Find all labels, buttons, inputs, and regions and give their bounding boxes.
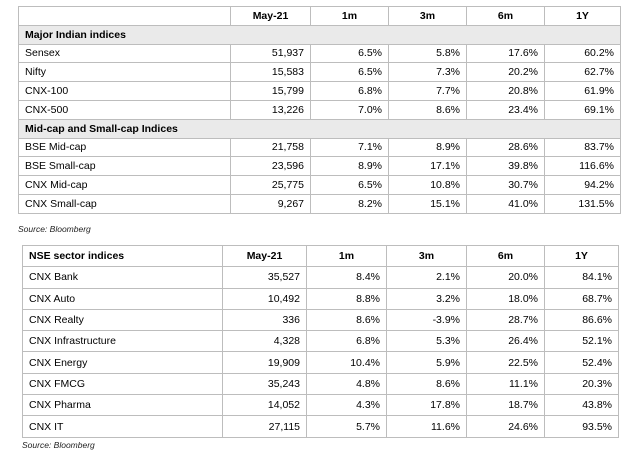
- value-cell: -3.9%: [387, 309, 467, 330]
- index-name-cell: CNX Mid-cap: [19, 176, 231, 195]
- value-cell: 4.3%: [307, 395, 387, 416]
- index-name-cell: BSE Mid-cap: [19, 138, 231, 157]
- header-cell: 1m: [311, 7, 389, 26]
- table-row: [23, 267, 619, 288]
- value-cell: 41.0%: [467, 194, 545, 213]
- value-cell: 9,267: [231, 194, 311, 213]
- value-cell: 20.2%: [467, 63, 545, 82]
- value-cell: 86.6%: [545, 309, 619, 330]
- index-name-cell: BSE Small-cap: [19, 157, 231, 176]
- sector-indices-table: [22, 245, 619, 438]
- table-row: [23, 331, 619, 352]
- value-cell: 68.7%: [545, 288, 619, 309]
- index-name-cell: CNX Infrastructure: [23, 331, 223, 352]
- value-cell: 2.1%: [387, 267, 467, 288]
- value-cell: 22.5%: [467, 352, 545, 373]
- index-name-cell: CNX Realty: [23, 309, 223, 330]
- header-cell: 1m: [307, 246, 387, 267]
- value-cell: 18.7%: [467, 395, 545, 416]
- value-cell: 35,243: [223, 373, 307, 394]
- index-name-cell: CNX Auto: [23, 288, 223, 309]
- value-cell: 8.8%: [307, 288, 387, 309]
- table-row: [19, 176, 621, 195]
- value-cell: 84.1%: [545, 267, 619, 288]
- value-cell: 20.0%: [467, 267, 545, 288]
- value-cell: 17.1%: [389, 157, 467, 176]
- value-cell: 4,328: [223, 331, 307, 352]
- value-cell: 60.2%: [545, 44, 621, 63]
- table-row: [19, 100, 621, 119]
- header-cell: May-21: [231, 7, 311, 26]
- value-cell: 23.4%: [467, 100, 545, 119]
- value-cell: 6.5%: [311, 63, 389, 82]
- value-cell: 5.7%: [307, 416, 387, 437]
- table-row: [19, 157, 621, 176]
- value-cell: 17.8%: [387, 395, 467, 416]
- header-cell: 3m: [387, 246, 467, 267]
- value-cell: 15,799: [231, 82, 311, 101]
- value-cell: 5.8%: [389, 44, 467, 63]
- table-header-row: [19, 7, 621, 26]
- value-cell: 8.6%: [389, 100, 467, 119]
- major-indices-table: [18, 6, 621, 214]
- header-cell: 1Y: [545, 7, 621, 26]
- table-body: [19, 25, 621, 213]
- value-cell: 5.3%: [387, 331, 467, 352]
- value-cell: 5.9%: [387, 352, 467, 373]
- value-cell: 8.6%: [307, 309, 387, 330]
- value-cell: 8.4%: [307, 267, 387, 288]
- section-row: [19, 25, 621, 44]
- value-cell: 10.8%: [389, 176, 467, 195]
- value-cell: 14,052: [223, 395, 307, 416]
- section-title: Mid-cap and Small-cap Indices: [19, 119, 621, 138]
- value-cell: 15,583: [231, 63, 311, 82]
- value-cell: 28.7%: [467, 309, 545, 330]
- value-cell: 7.0%: [311, 100, 389, 119]
- source-note: Source: Bloomberg: [18, 224, 91, 234]
- value-cell: 20.3%: [545, 373, 619, 394]
- value-cell: 17.6%: [467, 44, 545, 63]
- index-name-cell: Sensex: [19, 44, 231, 63]
- value-cell: 20.8%: [467, 82, 545, 101]
- value-cell: 8.6%: [387, 373, 467, 394]
- value-cell: 25,775: [231, 176, 311, 195]
- value-cell: 131.5%: [545, 194, 621, 213]
- header-cell: 6m: [467, 246, 545, 267]
- index-name-cell: CNX Small-cap: [19, 194, 231, 213]
- value-cell: 6.8%: [311, 82, 389, 101]
- table-row: [19, 63, 621, 82]
- index-name-cell: CNX Pharma: [23, 395, 223, 416]
- value-cell: 52.1%: [545, 331, 619, 352]
- value-cell: 62.7%: [545, 63, 621, 82]
- value-cell: 23,596: [231, 157, 311, 176]
- value-cell: 30.7%: [467, 176, 545, 195]
- table-row: [23, 309, 619, 330]
- value-cell: 69.1%: [545, 100, 621, 119]
- header-cell: [19, 7, 231, 26]
- table-row: [23, 416, 619, 437]
- index-name-cell: CNX IT: [23, 416, 223, 437]
- section-row: [19, 119, 621, 138]
- value-cell: 8.9%: [389, 138, 467, 157]
- index-name-cell: CNX Energy: [23, 352, 223, 373]
- value-cell: 43.8%: [545, 395, 619, 416]
- value-cell: 61.9%: [545, 82, 621, 101]
- table-row: [23, 352, 619, 373]
- value-cell: 8.2%: [311, 194, 389, 213]
- value-cell: 39.8%: [467, 157, 545, 176]
- value-cell: 21,758: [231, 138, 311, 157]
- value-cell: 35,527: [223, 267, 307, 288]
- value-cell: 11.6%: [387, 416, 467, 437]
- source-note: Source: Bloomberg: [22, 440, 95, 450]
- value-cell: 83.7%: [545, 138, 621, 157]
- table-row: [23, 288, 619, 309]
- index-name-cell: CNX FMCG: [23, 373, 223, 394]
- value-cell: 26.4%: [467, 331, 545, 352]
- table-row: [19, 82, 621, 101]
- value-cell: 51,937: [231, 44, 311, 63]
- value-cell: 6.8%: [307, 331, 387, 352]
- value-cell: 27,115: [223, 416, 307, 437]
- table-row: [19, 44, 621, 63]
- value-cell: 6.5%: [311, 44, 389, 63]
- header-cell: NSE sector indices: [23, 246, 223, 267]
- value-cell: 93.5%: [545, 416, 619, 437]
- value-cell: 10,492: [223, 288, 307, 309]
- value-cell: 3.2%: [387, 288, 467, 309]
- value-cell: 19,909: [223, 352, 307, 373]
- table-body: [23, 267, 619, 437]
- table-row: [23, 373, 619, 394]
- index-name-cell: Nifty: [19, 63, 231, 82]
- value-cell: 7.1%: [311, 138, 389, 157]
- value-cell: 6.5%: [311, 176, 389, 195]
- index-name-cell: CNX-500: [19, 100, 231, 119]
- header-cell: 6m: [467, 7, 545, 26]
- value-cell: 24.6%: [467, 416, 545, 437]
- table-row: [19, 194, 621, 213]
- header-cell: May-21: [223, 246, 307, 267]
- header-cell: 1Y: [545, 246, 619, 267]
- table-row: [19, 138, 621, 157]
- value-cell: 336: [223, 309, 307, 330]
- value-cell: 13,226: [231, 100, 311, 119]
- index-name-cell: CNX-100: [19, 82, 231, 101]
- value-cell: 15.1%: [389, 194, 467, 213]
- value-cell: 8.9%: [311, 157, 389, 176]
- value-cell: 116.6%: [545, 157, 621, 176]
- value-cell: 28.6%: [467, 138, 545, 157]
- value-cell: 18.0%: [467, 288, 545, 309]
- header-cell: 3m: [389, 7, 467, 26]
- value-cell: 7.3%: [389, 63, 467, 82]
- section-title: Major Indian indices: [19, 25, 621, 44]
- table-row: [23, 395, 619, 416]
- value-cell: 11.1%: [467, 373, 545, 394]
- index-name-cell: CNX Bank: [23, 267, 223, 288]
- value-cell: 4.8%: [307, 373, 387, 394]
- value-cell: 94.2%: [545, 176, 621, 195]
- value-cell: 7.7%: [389, 82, 467, 101]
- value-cell: 10.4%: [307, 352, 387, 373]
- table-header-row: [23, 246, 619, 267]
- value-cell: 52.4%: [545, 352, 619, 373]
